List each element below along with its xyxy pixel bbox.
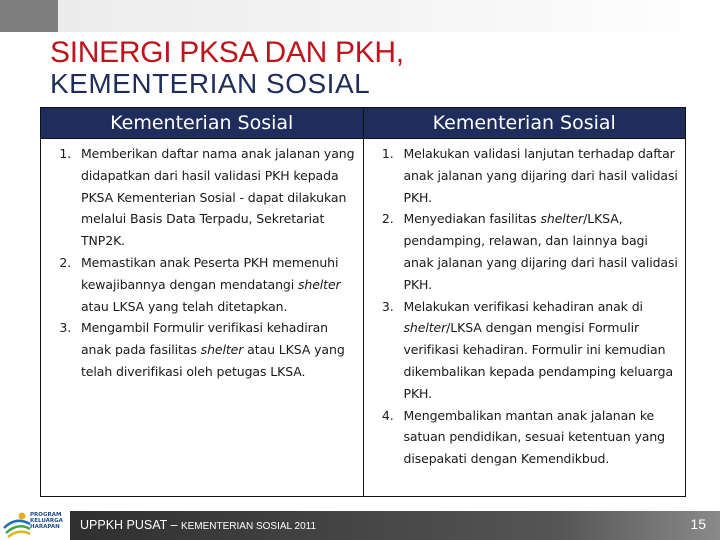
- list-item: [75, 252, 357, 317]
- logo-line-2: KELUARGA: [30, 518, 63, 524]
- list-item-text: Mengembalikan mantan anak jalanan ke satuan pendidikan, sesuai ketentuan yang disepakati dengan Kemendikbud.: [403, 407, 665, 467]
- right-column-cell: [363, 139, 686, 497]
- list-item-italic-term: shelter: [403, 320, 447, 336]
- list-item-text: Memberikan daftar nama anak jalanan yang didapatkan dari hasil validasi PKH kepada PKSA Kementerian Sosial - dapat dilakukan melalui Basis Data Terpadu, Sekretariat TNP2K.: [81, 146, 355, 249]
- list-item: [398, 405, 680, 470]
- list-item-italic-term: shelter: [297, 276, 341, 292]
- footer-text-main: UPPKH PUSAT –: [80, 518, 181, 532]
- comparison-table: [40, 107, 686, 497]
- column-header-right: Kementerian Sosial: [363, 108, 686, 139]
- footer-text-small: KEMENTERIAN SOSIAL 2011: [180, 521, 317, 532]
- list-item-text: Mengambil Formulir verifikasi kehadiran anak pada fasilitas: [81, 320, 328, 358]
- table-header-row: [41, 108, 686, 139]
- page-number: 15: [690, 516, 706, 532]
- table-row: [41, 139, 686, 497]
- footer-text: [80, 518, 316, 532]
- logo-line-1: PROGRAM: [30, 512, 62, 518]
- list-item: [398, 143, 680, 208]
- list-item: [398, 296, 680, 405]
- list-item-text: Melakukan validasi lanjutan terhadap daftar anak jalanan yang dijaring dari hasil validasi PKH.: [403, 146, 678, 205]
- logo-line-3: HARAPAN: [30, 524, 60, 530]
- list-item: [75, 143, 357, 252]
- list-item: [75, 317, 357, 382]
- right-numbered-list: [368, 143, 680, 470]
- list-item-text: atau LKSA yang telah ditetapkan.: [81, 298, 288, 314]
- list-item-italic-term: shelter: [200, 342, 244, 358]
- slide-subtitle: KEMENTERIAN SOSIAL: [50, 68, 371, 99]
- column-header-left: Kementerian Sosial: [41, 108, 364, 139]
- slide-title: SINERGI PKSA DAN PKH,: [50, 36, 404, 69]
- left-column-cell: [41, 139, 364, 497]
- list-item: [398, 208, 680, 295]
- list-item-text: Memastikan anak Peserta PKH memenuhi kewajibannya dengan mendatangi: [81, 254, 339, 292]
- list-item-text: Menyediakan fasilitas: [403, 211, 541, 227]
- logo-text: [30, 512, 63, 530]
- list-item-text: atau LKSA yang telah diverifikasi oleh petugas LKSA.: [81, 342, 345, 379]
- list-item-italic-term: shelter: [540, 211, 584, 227]
- left-numbered-list: [45, 143, 357, 383]
- top-gray-block: [0, 0, 58, 32]
- list-item-text: /LKSA dengan mengisi Formulir verifikasi kehadiran. Formulir ini kemudian dikembalikan kepada pendamping keluarga PKH.: [403, 320, 674, 401]
- list-item-text: /LKSA, pendamping, relawan, dan lainnya bagi anak jalanan yang dijaring dari hasil validasi PKH.: [403, 211, 678, 292]
- top-banner: [58, 0, 720, 32]
- list-item-text: Melakukan verifikasi kehadiran anak di: [403, 298, 643, 314]
